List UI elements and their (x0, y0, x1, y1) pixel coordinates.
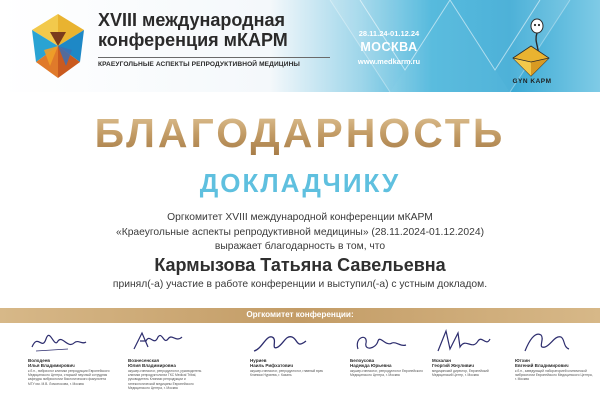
conference-title-line1: XVIII международная (98, 10, 285, 30)
conference-title-line2: конференция мКАРМ (98, 30, 288, 50)
organizers-label: Оргкомитет конференции: (246, 310, 354, 319)
conference-title (98, 10, 328, 50)
conference-city: МОСКВА (360, 40, 418, 54)
certificate-text-line3: выражает благодарность в том, что (214, 241, 386, 252)
certificate-subtitle: ДОКЛАДЧИКУ (199, 168, 401, 198)
conference-logo-icon (26, 10, 90, 82)
organizer-name: Мскалан Георгий Жнуливич (432, 358, 474, 368)
conference-website: www.medkarm.ru (357, 57, 421, 66)
conference-dates: 28.11.24-01.12.24 (358, 29, 420, 38)
organizer-description: медицинский директор, Европейский Медицинский Центр, г. Москва (432, 369, 489, 378)
signature-icon (432, 327, 492, 357)
organizer-description: акушер-гинеколог, репродуктолог, руководитель клиники репродуктологии ГКС Medical Tribal, руководитель Клиники репродукции и гинекологической медицины Европейского Медицинского Центра, г. Москва (128, 369, 202, 390)
certificate-text-line1: Оргкомитет XVIII международной конференции мКАРМ (167, 212, 433, 223)
gyn-karm-logo-icon (503, 16, 559, 82)
certificate-title: БЛАГОДАРНОСТЬ (0, 110, 600, 157)
signature-icon (28, 327, 88, 357)
organizer-name: Ютхин Евгений Владимирович (515, 358, 569, 368)
signature-icon (350, 327, 410, 357)
recipient-name: Кармызова Татьяна Савельевна (154, 255, 446, 275)
organizer-description: акушер-гинеколог, репродуктолог Европейского Медицинского Центра, г. Москва (350, 369, 423, 378)
conference-subtitle: КРАЕУГОЛЬНЫЕ АСПЕКТЫ РЕПРОДУКТИВНОЙ МЕДИЦИНЫ (98, 61, 300, 68)
organizer-name: Володеев Илья Владимирович (28, 358, 75, 368)
certificate-text-line2: «Краеугольные аспекты репродуктивной медицины» (28.11.2024-01.12.2024) (115, 227, 485, 238)
organizer-description: акушер-гинеколог, репродуктолог, главный врач Клиники Нуриева, г. Казань (250, 369, 324, 378)
organizer-name: Белоусова Надежда Юрьевна (350, 358, 392, 368)
organizer-description: к.б.н., эмбриолог клиники репродукции Европейского Медицинского Центра, старший научный сотрудник кафедры эмбриологии биологического факультета МГУ им. М.В. Ломоносова, г. Москва (28, 369, 110, 386)
organizer-name: Нуриев Наиль Рифхатович (250, 358, 294, 368)
header-divider (98, 57, 330, 58)
signature-icon (128, 327, 188, 357)
certificate-text-line4: принял(-а) участие в работе конференции и выступил(-а) с устным докладом. (112, 279, 488, 290)
organizer-name: Вознесенская Юлия Владимировна (128, 358, 176, 368)
organizer-description: к.б.н., заведующий лабораторией клинической эмбриологии Европейского Медицинского Центра, г. Москва (515, 369, 593, 382)
conference-header (0, 0, 600, 92)
gyn-karm-logo-text: GYN KAPM (512, 78, 552, 85)
signature-icon (250, 327, 310, 357)
signature-icon (515, 327, 575, 357)
